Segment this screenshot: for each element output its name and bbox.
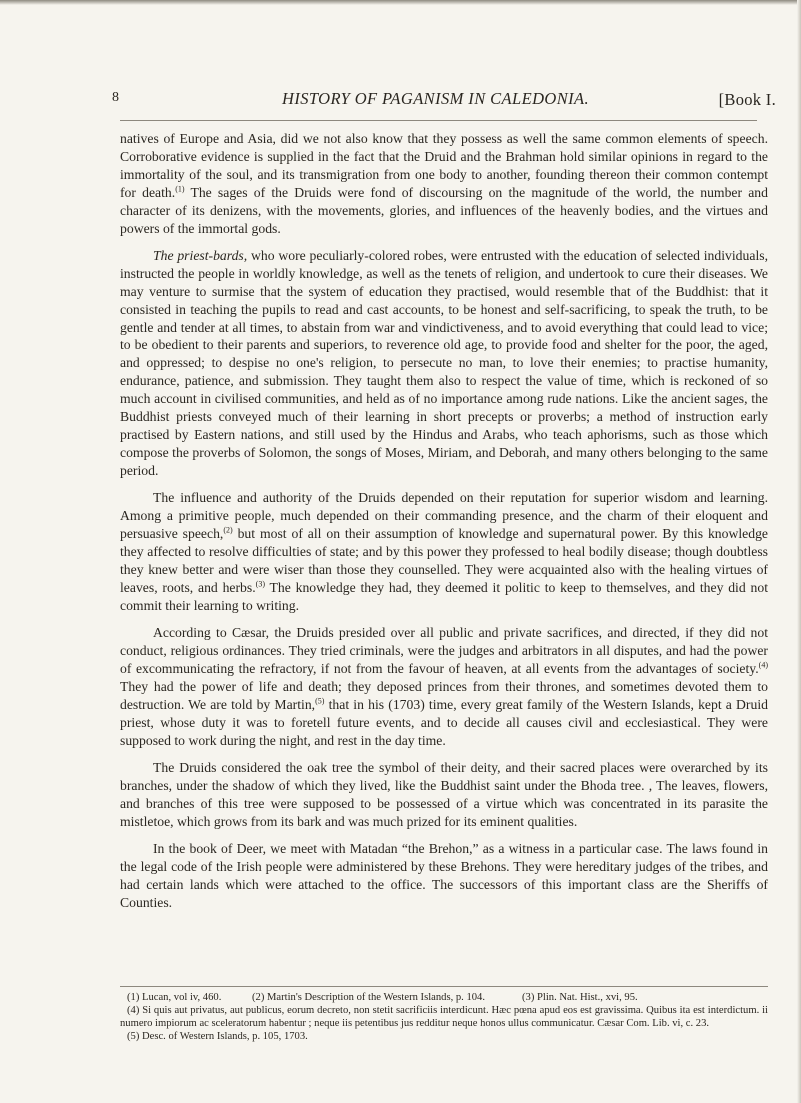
footnote-rule xyxy=(120,986,768,987)
page-right-edge xyxy=(797,0,801,1103)
footnote-1: (1) Lucan, vol iv, 460. xyxy=(127,992,222,1003)
running-header xyxy=(112,90,776,110)
paragraph-5: The Druids considered the oak tree the symbol of their deity, and their sacred places were overarched by its branches, under the shadow of which they lived, like the Buddhist saint under the Bhoda tree. , The leaves, flowers, and branches of this tree were supposed to be possessed of a virtue which was concentrated in its parasite the mistletoe, which grows from its bark and was much prized for its eminent qualities. xyxy=(120,759,768,829)
footnotes xyxy=(120,991,768,1043)
footnote-ref-5[interactable]: (5) xyxy=(315,696,325,706)
priest-bards-heading: The priest-bards, xyxy=(153,247,248,263)
page-number: 8 xyxy=(112,90,119,105)
running-title: HISTORY OF PAGANISM IN CALEDONIA. xyxy=(282,89,590,108)
page-top-shadow xyxy=(0,0,801,5)
paragraph-1: natives of Europe and Asia, did we not also know that they possess as well the same common elements of speech. Corroborative evidence is supplied in the fact that the Druid and the Brahman hold similar opinions in regard to the immortality of the soul, and its transmigration from one body to another, founding thereon their common contempt for death.$^{(1)}$ The sages of the Druids were fond of discoursing on the magnitude of the world, the number and character of its denizens, with the movements, glories, and influences of the heavenly bodies, and the virtues and powers of the immortal gods. xyxy=(120,131,768,236)
footnote-row-1 xyxy=(120,991,768,1004)
header-rule xyxy=(120,120,757,121)
paragraph-4: According to Cæsar, the Druids presided over all public and private sacrifices, and directed, if they did not conduct, religious ordinances. They tried criminals, were the judges and arbitrators in all disputes, and had the power of excommunicating the refractory, if not from the favour of heaven, at all events from the advantages of society.$^{(4)}$ They had the power of life and death; they deposed princes from their thrones, and sometimes devoted them to destruction. We are told by Martin,$^{(5)}$ that in his (1703) time, every great family of the Western Islands, kept a Druid priest, whose duty it was to foretell future events, and to decide all causes civil and ecclesiastical. They were supposed to work during the night, and rest in the day time. xyxy=(120,625,768,748)
footnote-ref-2[interactable]: (2) xyxy=(223,525,233,535)
footnote-ref-3[interactable]: (3) xyxy=(255,579,265,589)
book-label: [Book I. xyxy=(718,90,776,109)
footnote-2: (2) Martin's Description of the Western Islands, p. 104. xyxy=(252,992,485,1003)
footnote-4: (4) Si quis aut privatus, aut publicus, eorum decreto, non stetit sacrificiis interdicunt. Hæc pœna apud eos est gravissima. Quibus ita est interdictum. ii numero impiorum ac sceleratorum habentur ; neque iis petentibus jus redditur neque honos ullus communicatur. Cæsar Com. Lib. vi, c. 23. xyxy=(120,1005,768,1030)
paragraph-2: The priest-bards, who wore peculiarly-colored robes, were entrusted with the education of selected individuals, instructed the people in worldly knowledge, as well as the tenets of religion, and undertook to cure their diseases. We may venture to surmise that the system of education they practised, would resemble that of the Buddhist: that it consisted in teaching the pupils to read and cast accounts, to be honest and self-sacrificing, to speak the truth, to be gentle and tender at all times, to abstain from war and vindictiveness, and to avoid everything that could lead to vice; to be obedient to their parents and superiors, to reverence old age, to provide food and shelter for the poor, the aged, and oppressed; to despise no one's religion, to persecute no man, to love their enemies; to practise humanity, endurance, patience, and submission. They taught them also to respect the value of time, which is reckoned of so much account in civilised communities, and held as of no importance among rude nations. Like the ancient sages, the Buddhist priests conveyed much of their learning in short precepts or proverbs; a method of instruction early practised by Eastern nations, and still used by the Hindus and Arabs, who teach aphorisms, such as those which compose the proverbs of Solomon, the songs of Moses, Miriam, and Deborah, and many others belonging to the same period. xyxy=(120,247,768,478)
footnote-3: (3) Plin. Nat. Hist., xvi, 95. xyxy=(522,992,638,1003)
paragraph-6: In the book of Deer, we meet with Matadan “the Brehon,” as a witness in a particular case. The laws found in the legal code of the Irish people were administered by these Brehons. They were hereditary judges of the tribes, and had certain lands which were attached to the office. The successors of this important class are the Sheriffs of Counties. xyxy=(120,841,768,910)
paragraph-3: The influence and authority of the Druids depended on their reputation for superior wisdom and learning. Among a primitive people, much depended on their commanding presence, and the charm of their eloquent and persuasive speech,$^{(2)}$ but most of all on their assumption of knowledge and supernatural power. By this knowledge they affected to resolve difficulties of state; and by this power they professed to heal bodily disease; though doubtless they knew better and were wiser than those they counselled. They were acquainted also with the healing virtues of leaves, roots, and herbs.$^{(3)}$ The knowledge they had, they deemed it politic to keep to themselves, and they did not commit their learning to writing. xyxy=(120,490,768,613)
footnote-ref-4[interactable]: (4) xyxy=(758,660,768,670)
footnote-5: (5) Desc. of Western Islands, p. 105, 1703. xyxy=(127,1031,308,1043)
body-text xyxy=(120,130,768,921)
footnote-ref-1[interactable]: (1) xyxy=(175,184,185,194)
